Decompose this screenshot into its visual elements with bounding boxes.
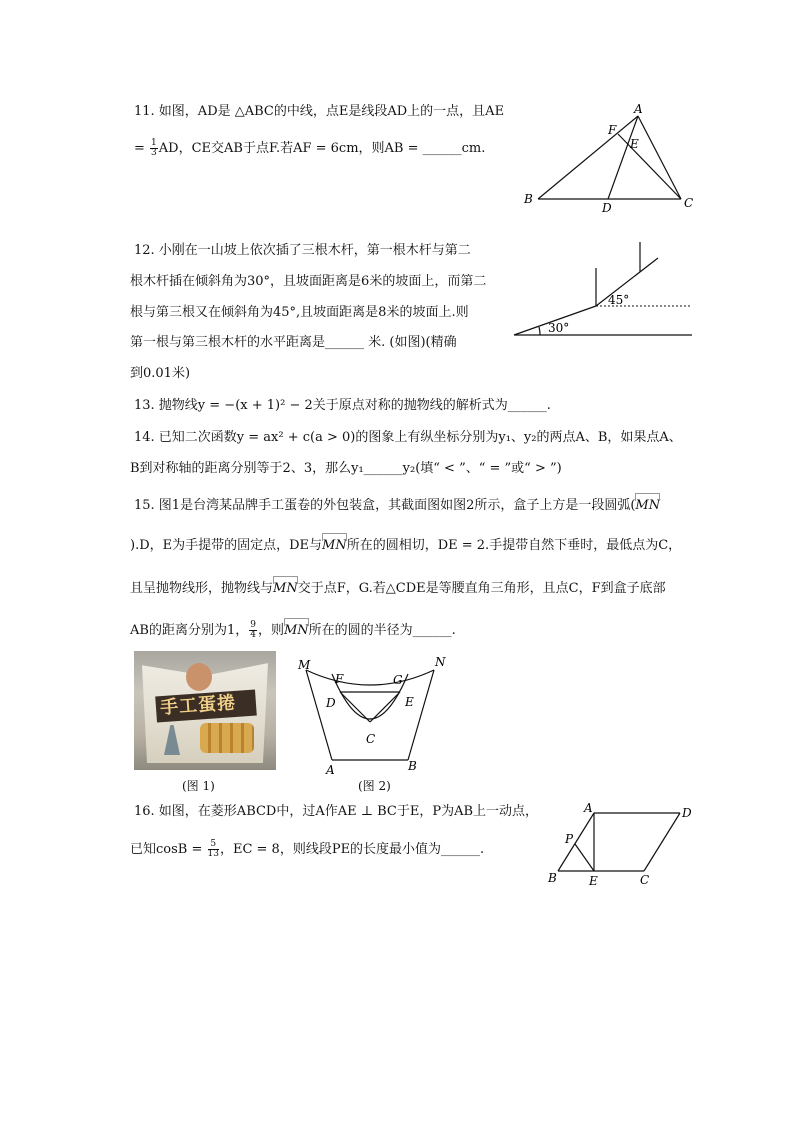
q16-label-e: E xyxy=(589,874,598,888)
q16-fraction: $\frac{5}{13}$ xyxy=(207,839,219,859)
q15-arc-mn: MN xyxy=(635,498,661,513)
q11-line1: 11. 如图，AD是 △ABC的中线，点E是线段AD上的一点，且AE xyxy=(134,104,505,119)
q14-line1: 14. 已知二次函数y = ax² + c(a > 0)的图象上有纵坐标分别为y₁、y₂的两点A、B，如果点A、 xyxy=(134,430,682,445)
q15-line4-tail: 所在的圆的半径为______. xyxy=(308,623,456,638)
q16-line2-tail: ，EC = 8，则线段PE的长度最小值为______. xyxy=(219,842,485,857)
q13-line: 13. 抛物线y = −(x + 1)² − 2关于原点对称的抛物线的解析式为______. xyxy=(134,398,551,413)
q15-label-c: C xyxy=(366,732,376,746)
q11-label-a: A xyxy=(634,102,643,116)
q11-label-e: E xyxy=(630,137,639,151)
q15-label-d: D xyxy=(326,696,336,710)
q15-line3 xyxy=(130,580,666,598)
q15-fraction: $\frac{9}{4}$ xyxy=(250,620,256,640)
q16-label-b: B xyxy=(548,871,557,885)
q15-label-m: M xyxy=(298,658,311,672)
q15-line1-text: 15. 图1是台湾某品牌手工蛋卷的外包装盒，其截面图如图2所示，盒子上方是一段圆弧( xyxy=(134,498,636,513)
q15-label-b: B xyxy=(408,759,417,773)
q11-line2 xyxy=(134,139,485,158)
photo-egg-rolls xyxy=(200,723,254,753)
q16-rhombus-figure xyxy=(544,800,704,890)
q15-label-n: N xyxy=(435,655,446,669)
q16-label-d: D xyxy=(682,806,692,820)
q12-line3: 根与第三根又在倾斜角为45°,且坡面距离是8米的坡面上.则 xyxy=(130,305,469,320)
q16-line2-text: 已知cosB = xyxy=(130,842,207,857)
q12-line4: 第一根与第三根木杆的水平距离是______ 米. (如图)(精确 xyxy=(130,335,457,350)
q11-label-d: D xyxy=(602,201,612,215)
q16-line2 xyxy=(130,840,484,859)
photo-portrait xyxy=(186,663,212,691)
q14-line2: B到对称轴的距离分别等于2、3，那么y₁______y₂(填“ < ”、“ = ”或“ > ”) xyxy=(130,461,562,476)
q15-label-f: F xyxy=(335,672,344,686)
q15-caption-1: (图 1) xyxy=(182,779,215,793)
q15-line4-mid: ，则 xyxy=(257,623,284,638)
q16-label-a: A xyxy=(584,801,593,815)
q15-caption-2: (图 2) xyxy=(358,779,391,793)
q11-label-f: F xyxy=(608,123,617,137)
photo-brand-text: 手工蛋捲 xyxy=(159,692,237,719)
q15-line3-text: 且呈抛物线形，抛物线与 xyxy=(130,581,274,596)
q15-line2 xyxy=(130,537,681,555)
q15-arc-mn: MN xyxy=(283,623,309,638)
q15-arc-mn: MN xyxy=(273,581,298,596)
q12-angle-30: 30° xyxy=(548,321,570,335)
q15-box-cross-section xyxy=(292,652,452,776)
q16-label-p: P xyxy=(565,832,574,846)
q12-line2: 根木杆插在倾斜角为30°，且坡面距离是6米的坡面上，而第二 xyxy=(130,274,487,289)
q12-slope-figure xyxy=(510,238,700,340)
q15-arc-mn: MN xyxy=(322,538,347,553)
q12-line5: 到0.01米) xyxy=(130,366,191,381)
q15-line1 xyxy=(134,497,660,515)
q15-product-photo xyxy=(134,651,276,770)
q15-line4-text: AB的距离分别为1， xyxy=(130,623,249,638)
q16-line1: 16. 如图，在菱形ABCD中，过A作AE ⊥ BC于E，P为AB上一动点， xyxy=(134,804,539,819)
q15-line4 xyxy=(130,621,456,640)
q11-label-b: B xyxy=(524,192,533,206)
q11-eq: = xyxy=(134,141,150,156)
q15-label-g: G xyxy=(393,673,403,687)
q15-label-a: A xyxy=(326,763,335,776)
q11-triangle-figure xyxy=(518,100,698,218)
q11-line2-text: AD，CE交AB于点F.若AF = 6cm，则AB = ______cm. xyxy=(158,141,486,156)
q15-line2-text: ).D，E为手提带的固定点，DE与 xyxy=(130,538,323,553)
q12-angle-45: 45° xyxy=(608,293,630,307)
q15-line2-tail: 所在的圆相切，DE = 2.手提带自然下垂时，最低点为C， xyxy=(346,538,682,553)
q12-line1: 12. 小刚在一山坡上依次插了三根木杆，第一根木杆与第二 xyxy=(134,243,471,258)
q11-fraction: $\frac{1}{3}$ xyxy=(151,138,157,158)
q15-label-e: E xyxy=(405,695,414,709)
q11-label-c: C xyxy=(684,196,694,210)
q16-label-c: C xyxy=(640,873,650,887)
q15-line3-tail: 交于点F，G.若△CDE是等腰直角三角形，且点C，F到盒子底部 xyxy=(297,581,666,596)
